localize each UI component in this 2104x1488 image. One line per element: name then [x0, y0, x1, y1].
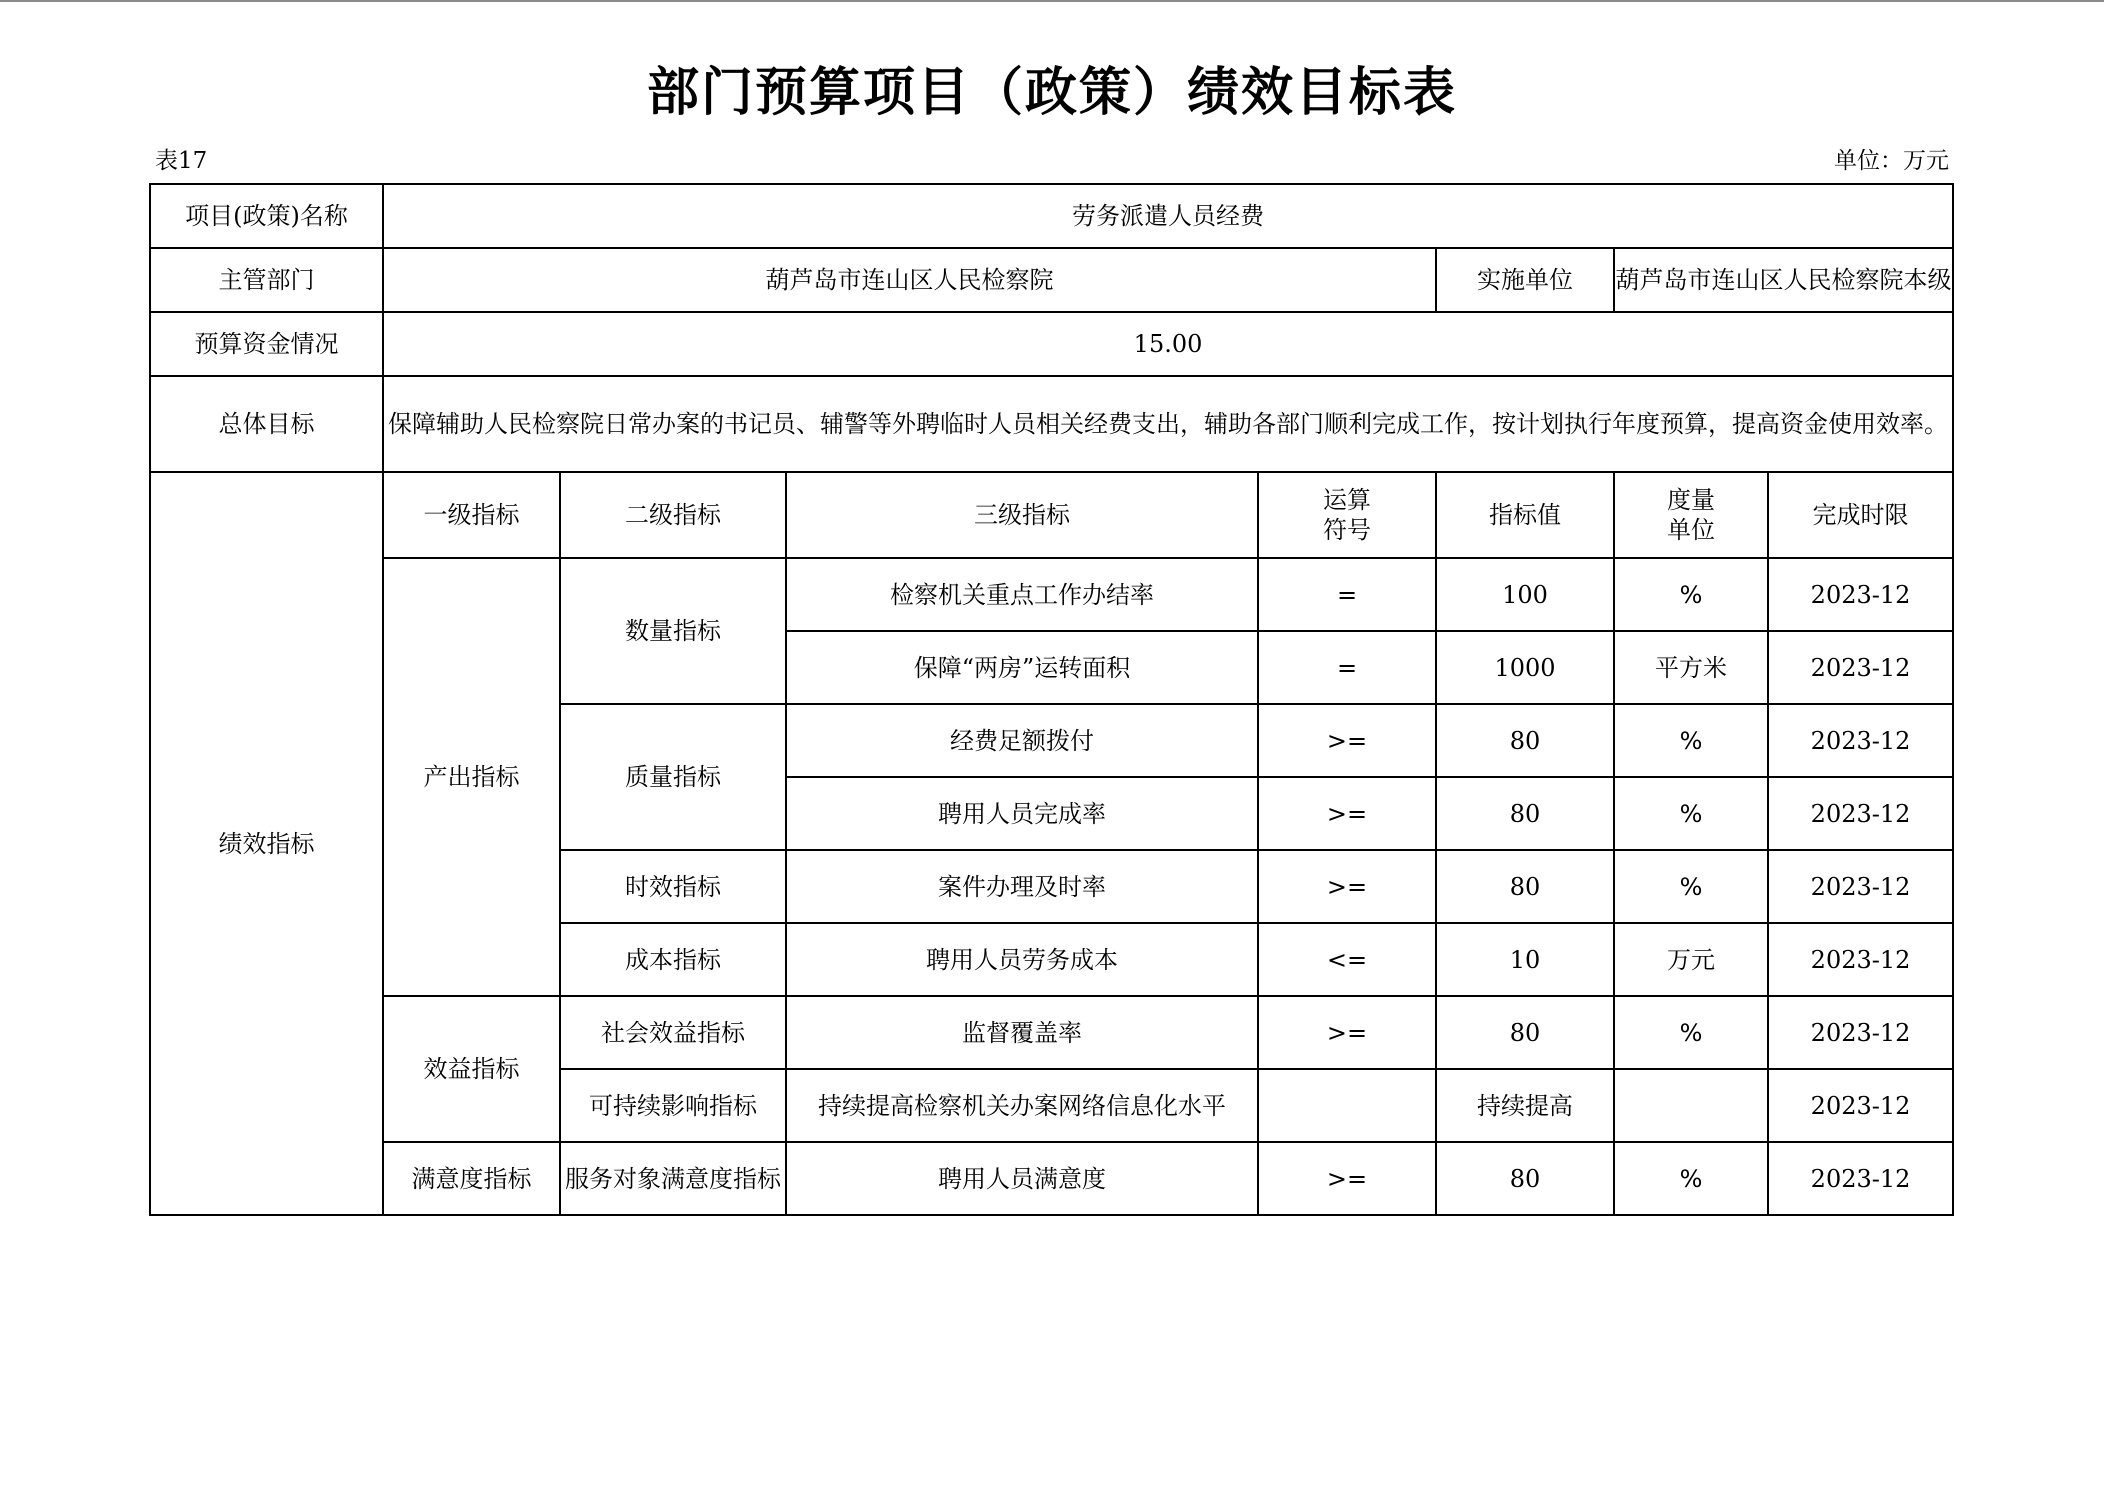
top-border-line	[0, 0, 2104, 2]
operator-symbol: =	[1258, 558, 1436, 631]
dept-value: 葫芦岛市连山区人民检察院	[383, 248, 1436, 312]
operator-symbol: >=	[1258, 996, 1436, 1069]
measure-unit: %	[1614, 996, 1768, 1069]
level3-indicator: 持续提高检察机关办案网络信息化水平	[786, 1069, 1258, 1142]
level3-indicator: 监督覆盖率	[786, 996, 1258, 1069]
perf-indicator-label: 绩效指标	[150, 472, 383, 1215]
operator-symbol: >=	[1258, 850, 1436, 923]
measure-unit: 平方米	[1614, 631, 1768, 704]
level1-indicator: 产出指标	[383, 558, 560, 996]
indicator-value: 10	[1436, 923, 1614, 996]
deadline: 2023-12	[1768, 996, 1953, 1069]
indicator-row	[150, 1142, 1953, 1215]
header-level3: 三级指标	[786, 472, 1258, 558]
table-body	[150, 184, 1953, 1215]
header-op: 运算 符号	[1258, 472, 1436, 558]
indicator-value: 80	[1436, 850, 1614, 923]
header-level2: 二级指标	[560, 472, 786, 558]
level2-indicator: 数量指标	[560, 558, 786, 704]
level1-indicator: 效益指标	[383, 996, 560, 1142]
indicator-header-row	[150, 472, 1953, 558]
measure-unit: %	[1614, 777, 1768, 850]
indicator-row	[150, 996, 1953, 1069]
indicator-value: 80	[1436, 1142, 1614, 1215]
measure-unit: 万元	[1614, 923, 1768, 996]
project-name-value: 劳务派遣人员经费	[383, 184, 1953, 248]
budget-label: 预算资金情况	[150, 312, 383, 376]
indicator-value: 100	[1436, 558, 1614, 631]
dept-label: 主管部门	[150, 248, 383, 312]
unit-label: 单位：万元	[1834, 148, 1949, 174]
measure-unit: %	[1614, 850, 1768, 923]
goal-text: 保障辅助人民检察院日常办案的书记员、辅警等外聘临时人员相关经费支出，辅助各部门顺利完成工作，按计划执行年度预算，提高资金使用效率。	[383, 376, 1953, 472]
header-level1: 一级指标	[383, 472, 560, 558]
deadline: 2023-12	[1768, 704, 1953, 777]
goal-label: 总体目标	[150, 376, 383, 472]
measure-unit: %	[1614, 558, 1768, 631]
measure-unit: %	[1614, 1142, 1768, 1215]
deadline: 2023-12	[1768, 1069, 1953, 1142]
header-unit: 度量 单位	[1614, 472, 1768, 558]
level2-indicator: 社会效益指标	[560, 996, 786, 1069]
level2-indicator: 成本指标	[560, 923, 786, 996]
indicator-value: 1000	[1436, 631, 1614, 704]
level2-indicator: 时效指标	[560, 850, 786, 923]
impl-label: 实施单位	[1436, 248, 1614, 312]
operator-symbol: <=	[1258, 923, 1436, 996]
level2-indicator: 可持续影响指标	[560, 1069, 786, 1142]
operator-symbol: >=	[1258, 777, 1436, 850]
level2-indicator: 服务对象满意度指标	[560, 1142, 786, 1215]
department-row	[150, 248, 1953, 312]
level3-indicator: 案件办理及时率	[786, 850, 1258, 923]
measure-unit	[1614, 1069, 1768, 1142]
budget-row	[150, 312, 1953, 376]
indicator-value: 80	[1436, 777, 1614, 850]
page-title: 部门预算项目（政策）绩效目标表	[646, 63, 1457, 123]
level3-indicator: 保障“两房”运转面积	[786, 631, 1258, 704]
table-number: 表17	[155, 148, 208, 174]
performance-target-table	[149, 183, 1954, 1216]
operator-symbol: >=	[1258, 704, 1436, 777]
measure-unit: %	[1614, 704, 1768, 777]
level3-indicator: 聘用人员劳务成本	[786, 923, 1258, 996]
deadline: 2023-12	[1768, 850, 1953, 923]
deadline: 2023-12	[1768, 777, 1953, 850]
deadline: 2023-12	[1768, 1142, 1953, 1215]
operator-symbol: >=	[1258, 1142, 1436, 1215]
goal-row	[150, 376, 1953, 472]
operator-symbol	[1258, 1069, 1436, 1142]
header-value: 指标值	[1436, 472, 1614, 558]
deadline: 2023-12	[1768, 923, 1953, 996]
operator-symbol: =	[1258, 631, 1436, 704]
level2-indicator: 质量指标	[560, 704, 786, 850]
project-name-label: 项目(政策)名称	[150, 184, 383, 248]
level3-indicator: 聘用人员满意度	[786, 1142, 1258, 1215]
project-name-row	[150, 184, 1953, 248]
header-deadline: 完成时限	[1768, 472, 1953, 558]
budget-value: 15.00	[383, 312, 1953, 376]
level3-indicator: 聘用人员完成率	[786, 777, 1258, 850]
level3-indicator: 经费足额拨付	[786, 704, 1258, 777]
indicator-value: 持续提高	[1436, 1069, 1614, 1142]
indicator-value: 80	[1436, 704, 1614, 777]
deadline: 2023-12	[1768, 631, 1953, 704]
deadline: 2023-12	[1768, 558, 1953, 631]
indicator-row	[150, 558, 1953, 631]
level3-indicator: 检察机关重点工作办结率	[786, 558, 1258, 631]
impl-value: 葫芦岛市连山区人民检察院本级	[1614, 248, 1953, 312]
level1-indicator: 满意度指标	[383, 1142, 560, 1215]
indicator-value: 80	[1436, 996, 1614, 1069]
